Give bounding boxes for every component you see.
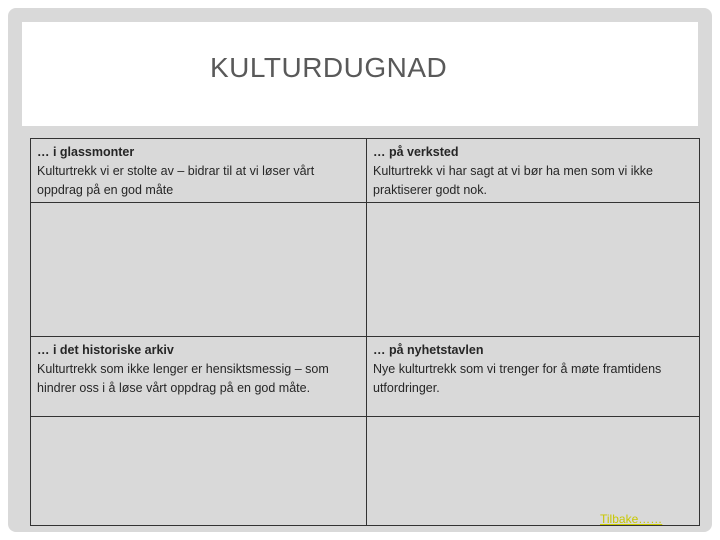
quadrant-text: Nye kulturtrekk som vi trenger for å møte framtidens utfordringer. (373, 362, 662, 395)
quadrant-verksted (367, 139, 699, 203)
input-cell-historiske-arkiv[interactable] (31, 417, 367, 525)
title-box (22, 22, 698, 126)
quadrant-text: Kulturtrekk vi er stolte av – bidrar til at vi løser vårt oppdrag på en god måte (37, 164, 315, 197)
quadrant-heading: … på verksted (373, 145, 459, 159)
quadrant-heading: … i det historiske arkiv (37, 343, 174, 357)
quadrant-heading: … i glassmonter (37, 145, 135, 159)
input-cell-glassmonter[interactable] (31, 203, 367, 337)
quadrant-text: Kulturtrekk som ikke lenger er hensiktsmessig – som hindrer oss i å løse vårt oppdrag på en god måte. (37, 362, 329, 395)
input-cell-verksted[interactable] (367, 203, 699, 337)
back-link[interactable]: Tilbake…… (600, 512, 663, 526)
quadrant-glassmonter (31, 139, 367, 203)
input-cell-nyhetstavlen[interactable] (367, 417, 699, 525)
quadrant-nyhetstavlen (367, 337, 699, 417)
quadrant-historiske-arkiv (31, 337, 367, 417)
quadrant-table (30, 138, 700, 526)
slide-title: KULTURDUGNAD (210, 52, 448, 83)
quadrant-text: Kulturtrekk vi har sagt at vi bør ha men som vi ikke praktiserer godt nok. (373, 164, 653, 197)
quadrant-heading: … på nyhetstavlen (373, 343, 484, 357)
